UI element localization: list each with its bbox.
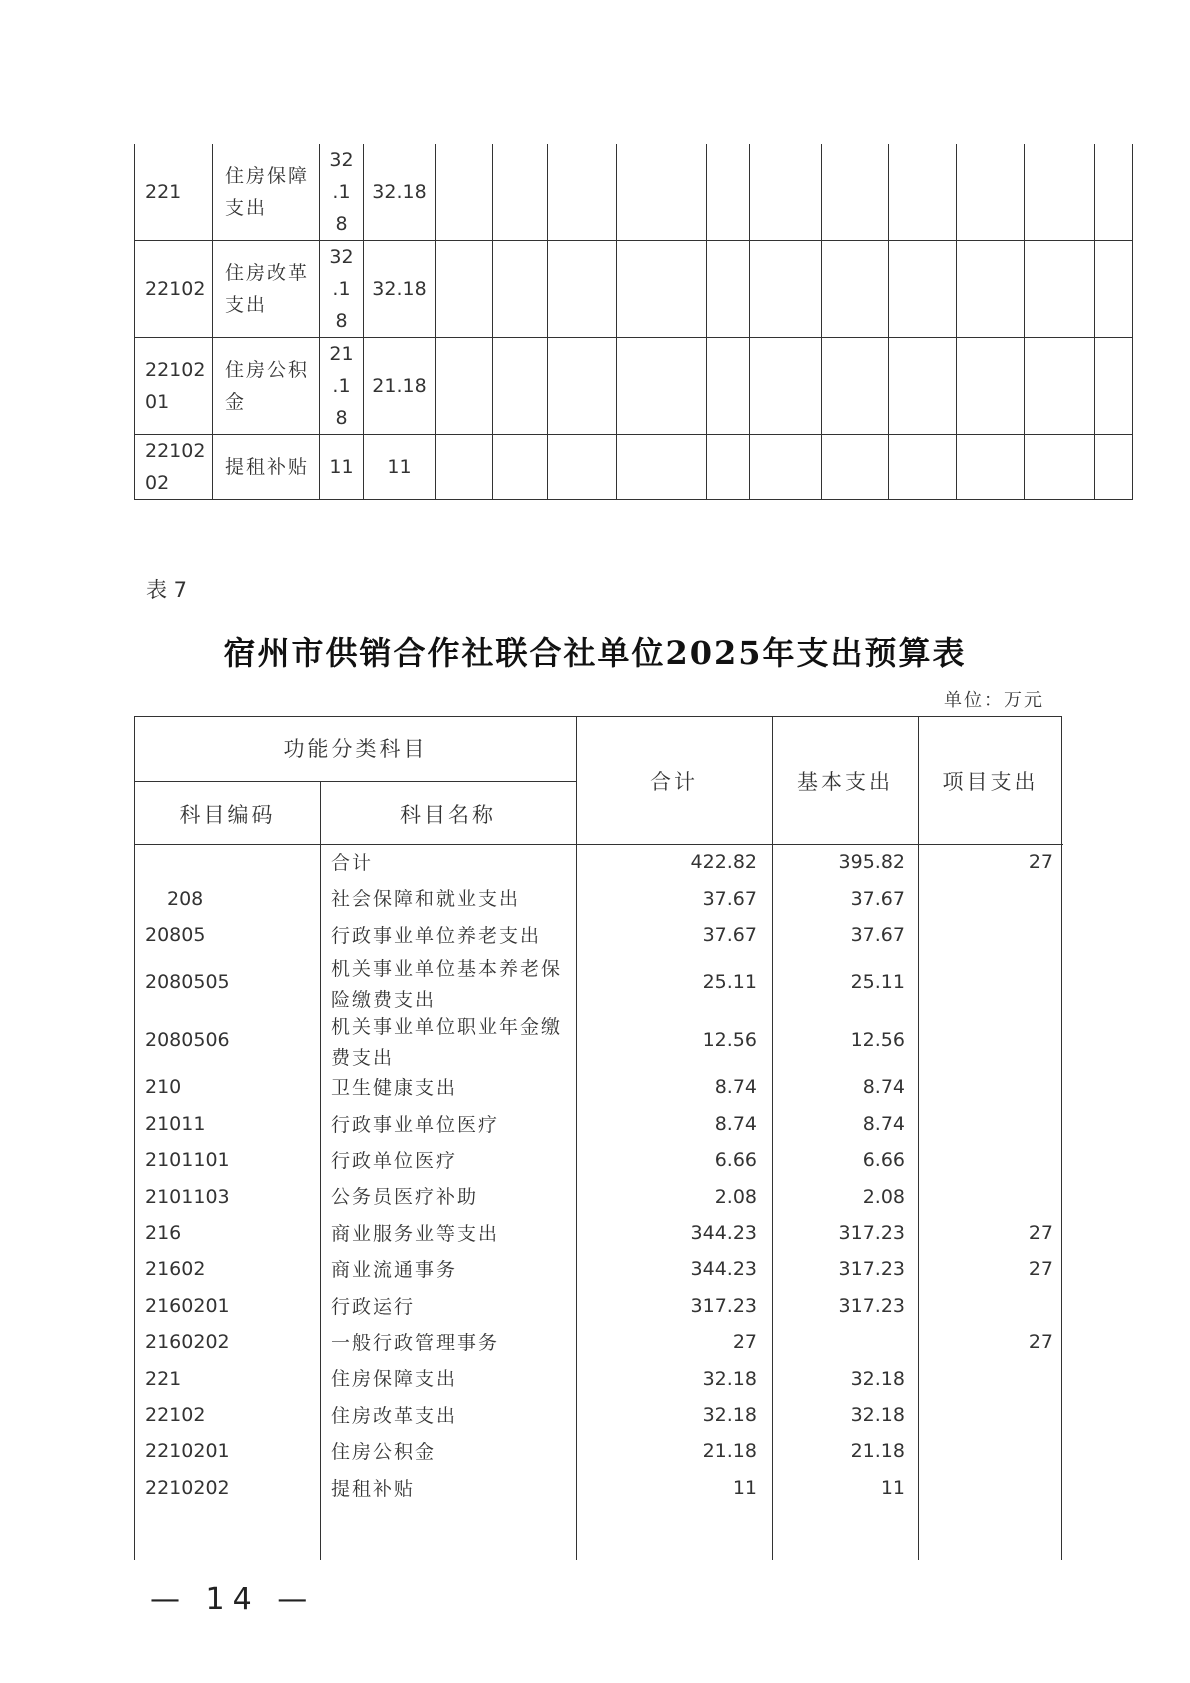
empty-cell [957,338,1025,435]
cell-subject-code: 21602 [145,1258,206,1281]
cell-total: 32.18 [702,1403,757,1426]
cell-subject-code: 221 [145,1367,182,1390]
header-subject-code: 科目编码 [179,803,276,827]
cell-subject-name: 行政事业单位医疗 [331,1113,500,1136]
cell-total: 12.56 [702,1029,757,1052]
empty-cell [617,144,707,241]
cell-subject-name: 机关事业单位职业年金缴费支出 [331,1016,563,1070]
wrapped-number-part: 32 [329,149,354,171]
cell-basic-expenditure: 317.23 [838,1294,905,1317]
empty-cell [436,241,493,338]
wrapped-number-part: .1 [332,278,351,300]
cell-project-expenditure: 27 [1028,851,1053,874]
page-title: 宿州市供销合作社联合社单位2025年支出预算表 [223,634,967,672]
cell-subject-code: 2160201 [145,1294,230,1317]
cell-subject-code: 216 [145,1221,182,1244]
cell-subject-code: 22102 02 [135,435,213,500]
cell-total: 8.74 [714,1076,757,1099]
cell-subject-name: 行政单位医疗 [331,1150,458,1172]
cell-subject-name: 合计 [331,852,374,874]
empty-cell [436,338,493,435]
unit-label: 单位：万元 [944,690,1044,711]
table-row [135,845,1063,881]
cell-basic-expenditure: 317.23 [838,1221,905,1244]
cell-basic-expenditure: 8.74 [862,1076,905,1099]
cell-total: 32.18 [702,1367,757,1390]
header-project-expenditure: 项目支出 [942,770,1039,794]
table-row [135,1398,1063,1434]
cell-subject-name: 卫生健康支出 [331,1077,458,1100]
empty-cell [1095,241,1133,338]
cell-total: 6.66 [714,1149,757,1172]
empty-cell [1095,435,1133,500]
cell-basic-expenditure: 37.67 [850,887,905,910]
cell-basic-expenditure: 8.74 [862,1112,905,1135]
table-row [135,1325,1063,1361]
cell-basic-expenditure: 21.18 [850,1440,905,1463]
empty-cell [822,144,889,241]
cell-basic-expenditure: 32.18 [850,1403,905,1426]
empty-cell [889,144,957,241]
cell-subject-code: 21011 [145,1112,206,1135]
cell-subject-code: 20805 [145,923,206,946]
empty-cell [957,241,1025,338]
cell-subject-name: 行政事业单位养老支出 [331,924,542,947]
empty-cell [889,338,957,435]
table-row [135,1216,1063,1252]
table-row [135,1070,1063,1106]
empty-cell [548,241,617,338]
cell-total: 422.82 [690,851,757,874]
empty-cell [436,435,493,500]
header-function-classification: 功能分类科目 [283,737,428,761]
cell-total: 344.23 [690,1258,757,1281]
empty-cell [750,435,822,500]
cell-subject-code: 208 [167,887,204,910]
empty-cell [957,435,1025,500]
cell-total: 37.67 [702,887,757,910]
cell-subject-code: 22102 [145,1403,206,1426]
wrapped-number-part: 32 [329,246,354,268]
empty-cell [750,144,822,241]
cell-total: 317.23 [690,1294,757,1317]
table-row [135,1012,1063,1070]
empty-cell [750,338,822,435]
cell-basic-expenditure: 25.11 [850,971,905,994]
empty-cell [957,144,1025,241]
cell-value: 11 [364,435,436,500]
cell-project-expenditure: 27 [1028,1221,1053,1244]
table-row [135,1179,1063,1215]
cell-total: 11 [732,1476,757,1499]
cell-total-wrapped [320,241,364,338]
cell-total: 344.23 [690,1221,757,1244]
empty-cell [822,241,889,338]
cell-subject-code: 22102 [135,241,213,338]
empty-cell [548,338,617,435]
budget-table [134,716,1062,1560]
cell-subject-name: 机关事业单位基本养老保险缴费支出 [331,958,563,1012]
empty-cell [617,435,707,500]
table-row [135,1289,1063,1325]
cell-subject-name: 一般行政管理事务 [331,1332,500,1354]
cell-total: 27 [732,1331,757,1354]
cell-subject-code: 2080505 [145,971,230,994]
cell-project-expenditure: 27 [1028,1331,1053,1354]
cell-basic-expenditure: 12.56 [850,1029,905,1052]
cell-basic-expenditure: 2.08 [862,1185,905,1208]
empty-cell [493,241,548,338]
cell-project-expenditure: 27 [1028,1258,1053,1281]
table-row [135,338,1133,435]
empty-cell [493,338,548,435]
header-divider [135,781,576,782]
table-row [135,144,1133,241]
cell-basic-expenditure: 317.23 [838,1258,905,1281]
empty-cell [1025,338,1095,435]
empty-cell [548,435,617,500]
table-number: 表 7 [146,578,188,602]
header-total: 合计 [650,770,698,794]
cell-subject-name: 公务员医疗补助 [331,1186,479,1209]
cell-subject-name: 住房公积金 [331,1441,437,1464]
cell-subject-name: 社会保障和就业支出 [331,888,521,911]
cell-basic-expenditure: 32.18 [850,1367,905,1390]
wrapped-number-part: 8 [335,213,348,235]
wrapped-number-part: .1 [332,181,351,203]
cell-value: 32.18 [364,144,436,241]
wrapped-number-part: 11 [329,456,354,478]
continuation-table [134,144,1133,500]
cell-subject-code: 2080506 [145,1029,230,1052]
empty-cell [889,241,957,338]
empty-cell [707,241,750,338]
cell-total: 2.08 [714,1185,757,1208]
empty-cell [1095,338,1133,435]
cell-total: 37.67 [702,923,757,946]
cell-subject-code: 2101103 [145,1185,230,1208]
empty-cell [1095,144,1133,241]
cell-subject-code: 2210202 [145,1476,230,1499]
header-basic-expenditure: 基本支出 [797,770,893,794]
cell-subject-name: 商业服务业等支出 [331,1222,500,1245]
wrapped-number-part: .1 [332,375,351,397]
cell-subject-name: 住房保障支出 [331,1368,458,1391]
empty-cell [822,338,889,435]
empty-cell [707,338,750,435]
empty-cell [548,144,617,241]
cell-subject-name: 提租补贴 [213,435,320,500]
cell-basic-expenditure: 6.66 [862,1149,905,1172]
table-row [135,918,1063,954]
empty-cell [493,144,548,241]
cell-value: 32.18 [364,241,436,338]
table-row [135,1361,1063,1397]
cell-total-wrapped [320,435,364,500]
table-row [135,241,1133,338]
table-row [135,1471,1063,1507]
table-row [135,954,1063,1012]
cell-total-wrapped [320,338,364,435]
table-row [135,1143,1063,1179]
cell-basic-expenditure: 395.82 [838,851,905,874]
empty-cell [1025,435,1095,500]
empty-cell [436,144,493,241]
empty-cell [889,435,957,500]
table-row [135,1107,1063,1143]
cell-basic-expenditure: 37.67 [850,923,905,946]
cell-subject-code: 221 [135,144,213,241]
wrapped-number-part: 8 [335,407,348,429]
table-row [135,881,1063,917]
empty-cell [750,241,822,338]
cell-total-wrapped [320,144,364,241]
cell-subject-name: 行政运行 [331,1295,416,1318]
empty-cell [822,435,889,500]
cell-subject-name: 住房保障支出 [213,144,320,241]
cell-total: 21.18 [702,1440,757,1463]
cell-subject-code: 210 [145,1076,182,1099]
cell-subject-name: 提租补贴 [331,1477,416,1500]
cell-subject-name: 住房改革支出 [331,1404,458,1427]
empty-cell [707,435,750,500]
empty-cell [707,144,750,241]
wrapped-number-part: 8 [335,310,348,332]
empty-cell [1025,144,1095,241]
empty-cell [1025,241,1095,338]
cell-subject-name: 商业流通事务 [331,1259,458,1282]
cell-subject-name: 住房改革支出 [213,241,320,338]
table-row [135,1434,1063,1470]
page-number: — 14 — [150,1582,316,1617]
cell-total: 8.74 [714,1112,757,1135]
cell-subject-name: 住房公积金 [213,338,320,435]
cell-subject-code: 2101101 [145,1149,230,1172]
cell-subject-code: 2160202 [145,1331,230,1354]
header-subject-name: 科目名称 [400,803,496,827]
cell-value: 21.18 [364,338,436,435]
wrapped-number-part: 21 [329,343,354,365]
cell-basic-expenditure: 11 [880,1476,905,1499]
cell-subject-code: 2210201 [145,1440,230,1463]
table-row [135,435,1133,500]
cell-subject-code: 22102 01 [135,338,213,435]
empty-cell [617,338,707,435]
cell-total: 25.11 [702,971,757,994]
empty-cell [493,435,548,500]
table-row [135,1252,1063,1288]
empty-cell [617,241,707,338]
